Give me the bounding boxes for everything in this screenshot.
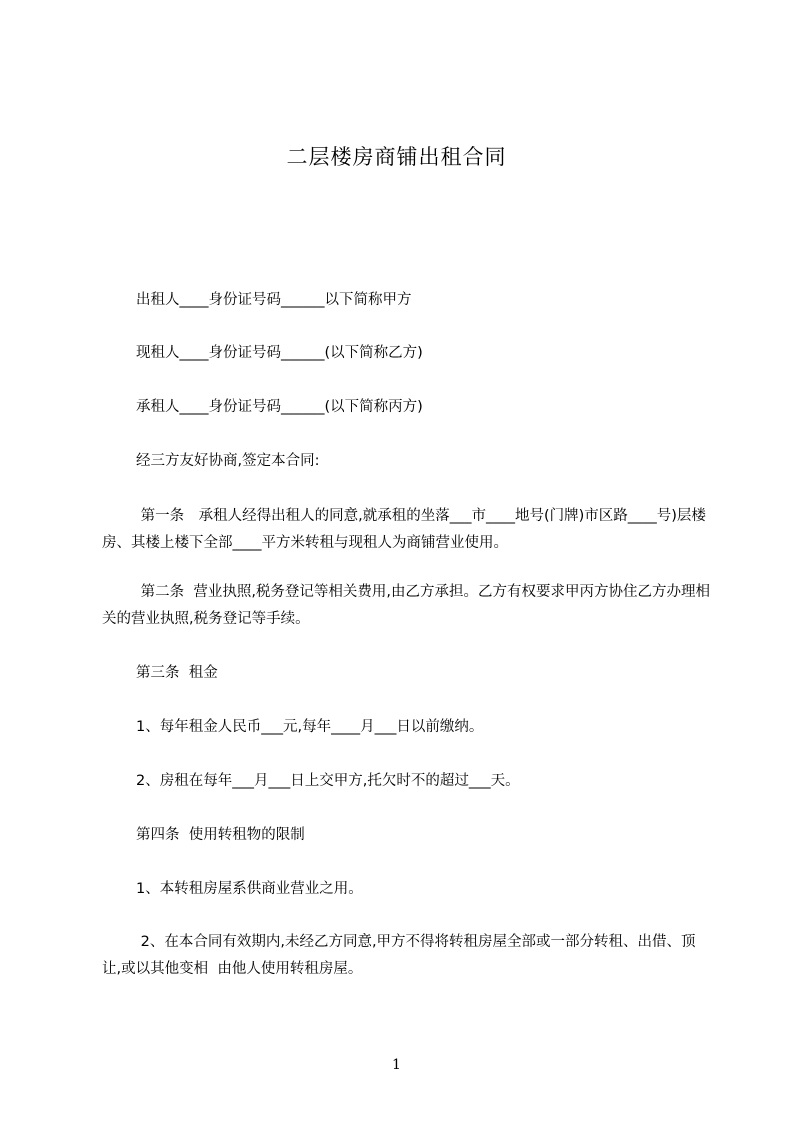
article-4-heading: 第四条 使用转租物的限制 <box>136 827 305 843</box>
usage-clause-1: 1、本转租房屋系供商业营业之用。 <box>136 881 363 897</box>
article-3-heading: 第三条 租金 <box>136 665 218 681</box>
article-2: 第二条 营业执照,税务登记等相关费用,由乙方承担。乙方有权要求甲丙方协住乙方办理相关的营业执照,税务登记等手续。 <box>102 584 711 627</box>
sublessor-line: 现租人____身份证号码______(以下简称乙方) <box>136 345 423 361</box>
article-1: 第一条 承租人经得出租人的同意,就承租的坐落___市____地号(门牌)市区路____号)层楼房、其楼上楼下全部____平方米转租与现租人为商铺营业使用。 <box>102 508 706 551</box>
rent-clause-1: 1、每年租金人民币___元,每年____月___日以前缴纳。 <box>136 719 484 735</box>
rent-clause-2: 2、房租在每年___月___日上交甲方,托欠时不的超过___天。 <box>136 773 520 789</box>
page-number: 1 <box>392 1057 401 1073</box>
document-title: 二层楼房商铺出租合同 <box>286 145 507 169</box>
agreement-intro: 经三方友好协商,签定本合同: <box>136 453 320 469</box>
usage-clause-2: 2、在本合同有效期内,未经乙方同意,甲方不得将转租房屋全部或一部分转租、出借、顶让,或以其他变相 由他人使用转租房屋。 <box>102 934 696 977</box>
lessee-line: 承租人____身份证号码______(以下简称丙方) <box>136 399 423 415</box>
lessor-line: 出租人____身份证号码______以下简称甲方 <box>136 292 412 308</box>
